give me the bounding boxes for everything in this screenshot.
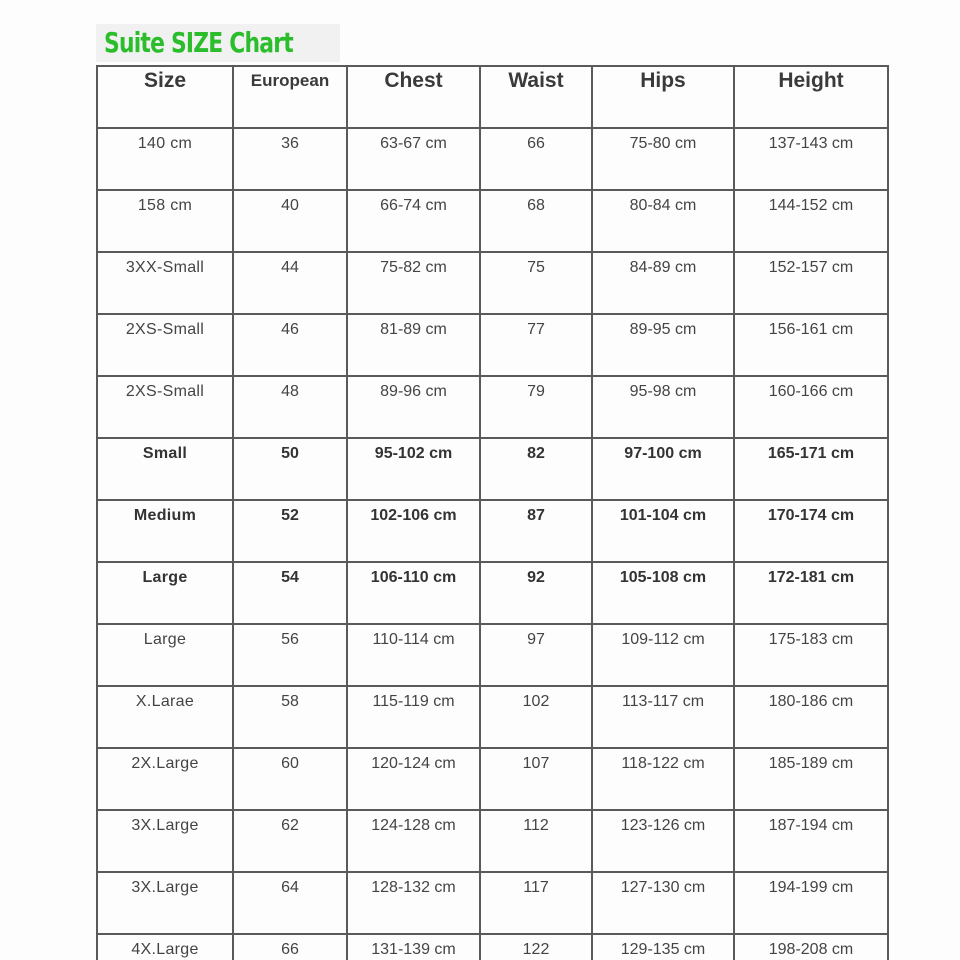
- height-cell: 165-171 cm: [734, 438, 888, 500]
- header-row: [97, 66, 888, 128]
- hips-cell: 75-80 cm: [592, 128, 734, 190]
- european-cell: 36: [233, 128, 347, 190]
- header-size: Size: [97, 66, 233, 128]
- hips-cell: 105-108 cm: [592, 562, 734, 624]
- european-cell: 60: [233, 748, 347, 810]
- table-row: [97, 314, 888, 376]
- table-row: [97, 252, 888, 314]
- european-cell: 64: [233, 872, 347, 934]
- chest-cell: 81-89 cm: [347, 314, 480, 376]
- table-row: [97, 624, 888, 686]
- hips-cell: 129-135 cm: [592, 934, 734, 960]
- hips-cell: 109-112 cm: [592, 624, 734, 686]
- waist-cell: 68: [480, 190, 592, 252]
- size-cell: Large: [97, 624, 233, 686]
- table-row: [97, 872, 888, 934]
- waist-cell: 79: [480, 376, 592, 438]
- size-cell: 2XS-Small: [97, 376, 233, 438]
- chest-cell: 106-110 cm: [347, 562, 480, 624]
- height-cell: 194-199 cm: [734, 872, 888, 934]
- table-row: [97, 748, 888, 810]
- table-row: [97, 376, 888, 438]
- hips-cell: 113-117 cm: [592, 686, 734, 748]
- waist-cell: 107: [480, 748, 592, 810]
- size-cell: Medium: [97, 500, 233, 562]
- european-cell: 52: [233, 500, 347, 562]
- height-cell: 198-208 cm: [734, 934, 888, 960]
- height-cell: 185-189 cm: [734, 748, 888, 810]
- hips-cell: 101-104 cm: [592, 500, 734, 562]
- height-cell: 170-174 cm: [734, 500, 888, 562]
- hips-cell: 127-130 cm: [592, 872, 734, 934]
- header-height: Height: [734, 66, 888, 128]
- table-row: [97, 810, 888, 872]
- table-row: [97, 438, 888, 500]
- waist-cell: 87: [480, 500, 592, 562]
- header-hips: Hips: [592, 66, 734, 128]
- size-cell: 2XS-Small: [97, 314, 233, 376]
- european-cell: 40: [233, 190, 347, 252]
- european-cell: 56: [233, 624, 347, 686]
- size-cell: Large: [97, 562, 233, 624]
- chest-cell: 115-119 cm: [347, 686, 480, 748]
- hips-cell: 95-98 cm: [592, 376, 734, 438]
- table-row: [97, 562, 888, 624]
- size-cell: X.Larae: [97, 686, 233, 748]
- table-row: [97, 128, 888, 190]
- hips-cell: 97-100 cm: [592, 438, 734, 500]
- height-cell: 156-161 cm: [734, 314, 888, 376]
- size-chart-table: [96, 65, 889, 960]
- european-cell: 44: [233, 252, 347, 314]
- header-chest: Chest: [347, 66, 480, 128]
- height-cell: 175-183 cm: [734, 624, 888, 686]
- european-cell: 50: [233, 438, 347, 500]
- size-cell: 4X.Large: [97, 934, 233, 960]
- hips-cell: 80-84 cm: [592, 190, 734, 252]
- hips-cell: 123-126 cm: [592, 810, 734, 872]
- chest-cell: 128-132 cm: [347, 872, 480, 934]
- hips-cell: 84-89 cm: [592, 252, 734, 314]
- chest-cell: 120-124 cm: [347, 748, 480, 810]
- height-cell: 144-152 cm: [734, 190, 888, 252]
- waist-cell: 92: [480, 562, 592, 624]
- height-cell: 180-186 cm: [734, 686, 888, 748]
- waist-cell: 66: [480, 128, 592, 190]
- header-european: European: [233, 66, 347, 128]
- waist-cell: 97: [480, 624, 592, 686]
- waist-cell: 82: [480, 438, 592, 500]
- chest-cell: 95-102 cm: [347, 438, 480, 500]
- size-cell: 158 cm: [97, 190, 233, 252]
- chest-cell: 131-139 cm: [347, 934, 480, 960]
- header-waist: Waist: [480, 66, 592, 128]
- chest-cell: 89-96 cm: [347, 376, 480, 438]
- chart-title: Suite SIZE Chart: [104, 26, 293, 59]
- waist-cell: 117: [480, 872, 592, 934]
- waist-cell: 75: [480, 252, 592, 314]
- table-row: [97, 190, 888, 252]
- height-cell: 172-181 cm: [734, 562, 888, 624]
- height-cell: 160-166 cm: [734, 376, 888, 438]
- chest-cell: 102-106 cm: [347, 500, 480, 562]
- size-cell: 2X.Large: [97, 748, 233, 810]
- height-cell: 187-194 cm: [734, 810, 888, 872]
- european-cell: 62: [233, 810, 347, 872]
- table-row: [97, 934, 888, 960]
- hips-cell: 89-95 cm: [592, 314, 734, 376]
- european-cell: 66: [233, 934, 347, 960]
- chest-cell: 63-67 cm: [347, 128, 480, 190]
- size-cell: 3XX-Small: [97, 252, 233, 314]
- height-cell: 137-143 cm: [734, 128, 888, 190]
- european-cell: 58: [233, 686, 347, 748]
- chest-cell: 75-82 cm: [347, 252, 480, 314]
- height-cell: 152-157 cm: [734, 252, 888, 314]
- european-cell: 46: [233, 314, 347, 376]
- waist-cell: 122: [480, 934, 592, 960]
- european-cell: 48: [233, 376, 347, 438]
- waist-cell: 102: [480, 686, 592, 748]
- size-cell: 3X.Large: [97, 810, 233, 872]
- size-cell: Small: [97, 438, 233, 500]
- waist-cell: 112: [480, 810, 592, 872]
- chest-cell: 66-74 cm: [347, 190, 480, 252]
- chest-cell: 124-128 cm: [347, 810, 480, 872]
- hips-cell: 118-122 cm: [592, 748, 734, 810]
- waist-cell: 77: [480, 314, 592, 376]
- size-cell: 140 cm: [97, 128, 233, 190]
- table-row: [97, 686, 888, 748]
- european-cell: 54: [233, 562, 347, 624]
- chest-cell: 110-114 cm: [347, 624, 480, 686]
- table-body: [97, 128, 888, 960]
- table-row: [97, 500, 888, 562]
- size-cell: 3X.Large: [97, 872, 233, 934]
